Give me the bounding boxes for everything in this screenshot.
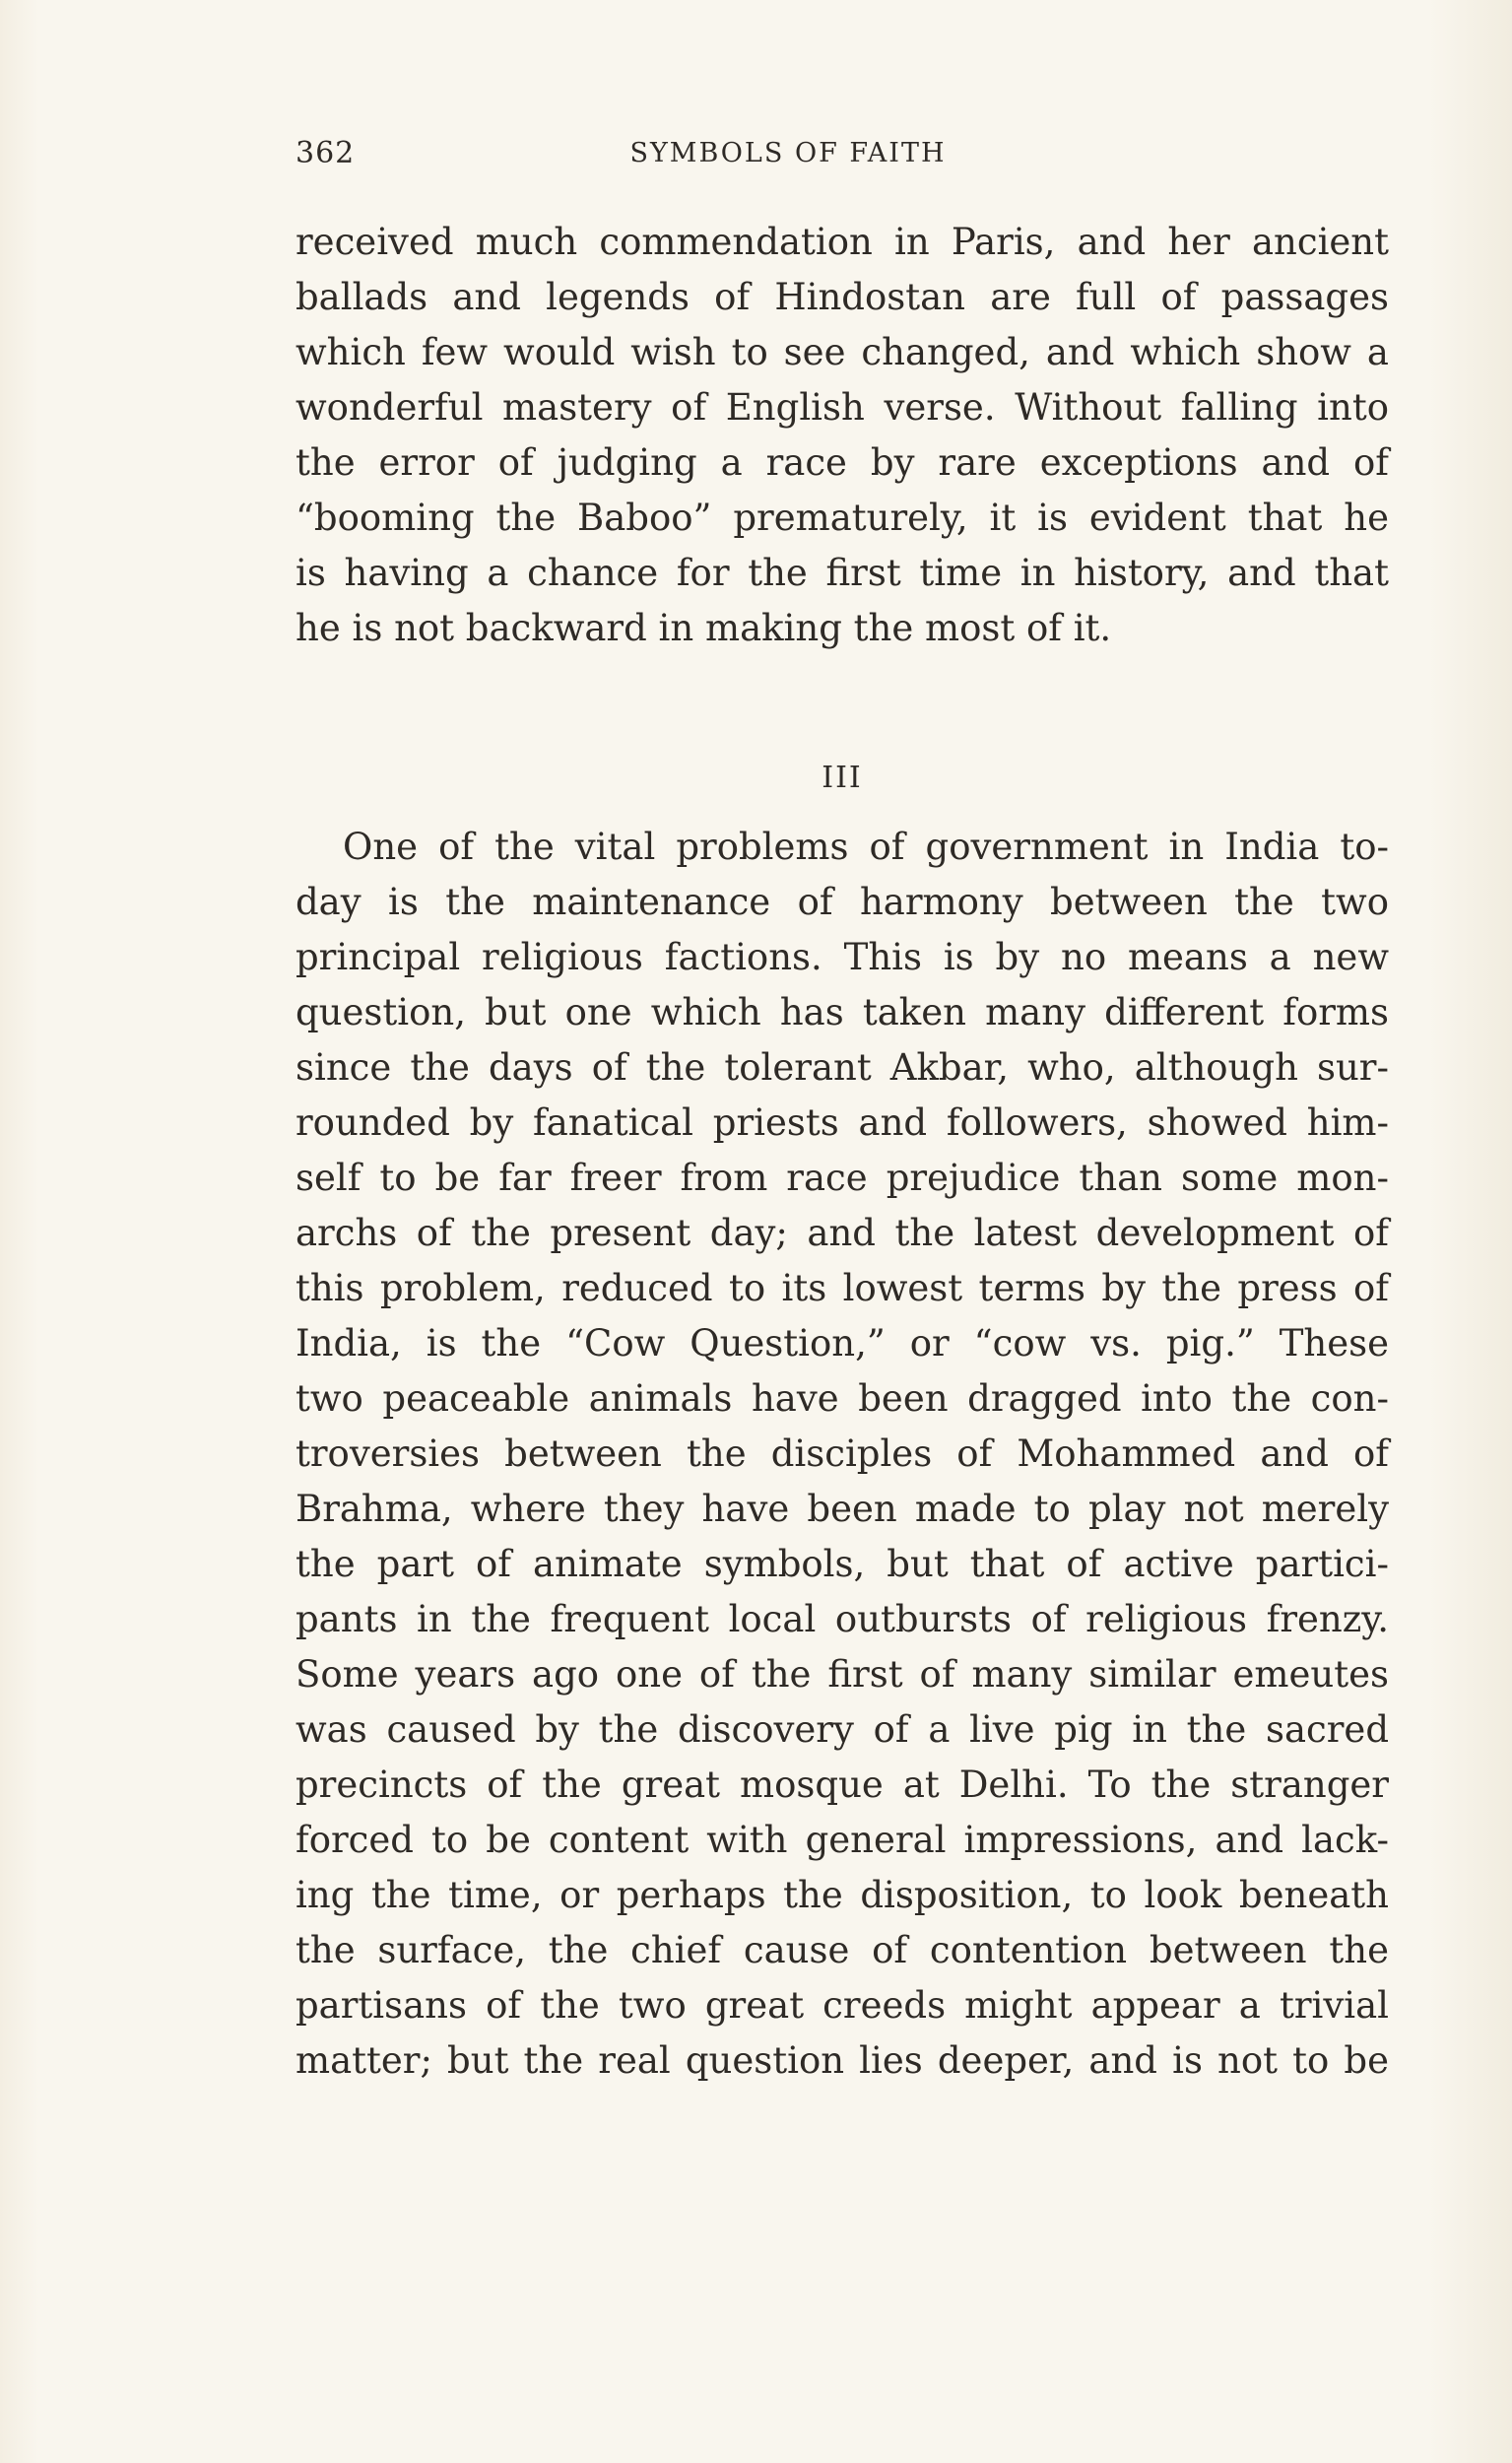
paragraph-two: [296, 820, 1389, 2089]
running-header: [296, 136, 1389, 175]
text-line: the error of judging a race by rare exceptions and of: [296, 441, 1389, 484]
text-line: precincts of the great mosque at Delhi. To the stranger: [296, 1764, 1389, 1806]
text-line: rounded by fanatical priests and followers, showed him-: [296, 1101, 1389, 1144]
text-line: “booming the Baboo” prematurely, it is evident that he: [296, 497, 1389, 539]
text-line: question, but one which has taken many different forms: [296, 991, 1389, 1033]
text-line: Some years ago one of the first of many similar emeutes: [296, 1653, 1389, 1696]
page-number: 362: [296, 136, 356, 170]
text-line: day is the maintenance of harmony between the two: [296, 881, 1389, 923]
text-line: troversies between the disciples of Mohammed and of: [296, 1432, 1389, 1475]
text-line: principal religious factions. This is by no means a new: [296, 936, 1389, 978]
text-line: was caused by the discovery of a live pig in the sacred: [296, 1708, 1389, 1751]
text-line: matter; but the real question lies deeper, and is not to be: [296, 2039, 1389, 2082]
text-line: forced to be content with general impressions, and lack-: [296, 1819, 1389, 1861]
text-line: self to be far freer from race prejudice than some mon-: [296, 1157, 1389, 1199]
text-line: India, is the “Cow Question,” or “cow vs. pig.” These: [296, 1322, 1389, 1365]
text-line: ing the time, or perhaps the disposition, to look beneath: [296, 1874, 1389, 1916]
text-line: two peaceable animals have been dragged into the con-: [296, 1377, 1389, 1420]
text-line: the surface, the chief cause of contention between the: [296, 1929, 1389, 1971]
text-line: since the days of the tolerant Akbar, who, although sur-: [296, 1046, 1389, 1089]
text-line: he is not backward in making the most of it.: [296, 607, 1112, 649]
text-line: ballads and legends of Hindostan are full of passages: [296, 276, 1389, 318]
text-line: which few would wish to see changed, and which show a: [296, 331, 1389, 373]
text-line: this problem, reduced to its lowest terms by the press of: [296, 1267, 1389, 1309]
text-line: Brahma, where they have been made to play not merely: [296, 1488, 1389, 1530]
text-line: the part of animate symbols, but that of active partici-: [296, 1543, 1389, 1585]
text-line: One of the vital problems of government in India to-: [343, 826, 1389, 868]
section-number: III: [822, 761, 863, 795]
text-line: pants in the frequent local outbursts of religious frenzy.: [296, 1598, 1389, 1640]
text-line: archs of the present day; and the latest development of: [296, 1212, 1389, 1254]
paragraph-one: [296, 215, 1389, 656]
text-line: is having a chance for the first time in history, and that: [296, 552, 1389, 594]
running-title: SYMBOLS OF FAITH: [629, 138, 947, 168]
text-line: wonderful mastery of English verse. Without falling into: [296, 386, 1389, 429]
text-line: received much commendation in Paris, and her ancient: [296, 221, 1389, 263]
text-line: partisans of the two great creeds might appear a trivial: [296, 1984, 1389, 2027]
